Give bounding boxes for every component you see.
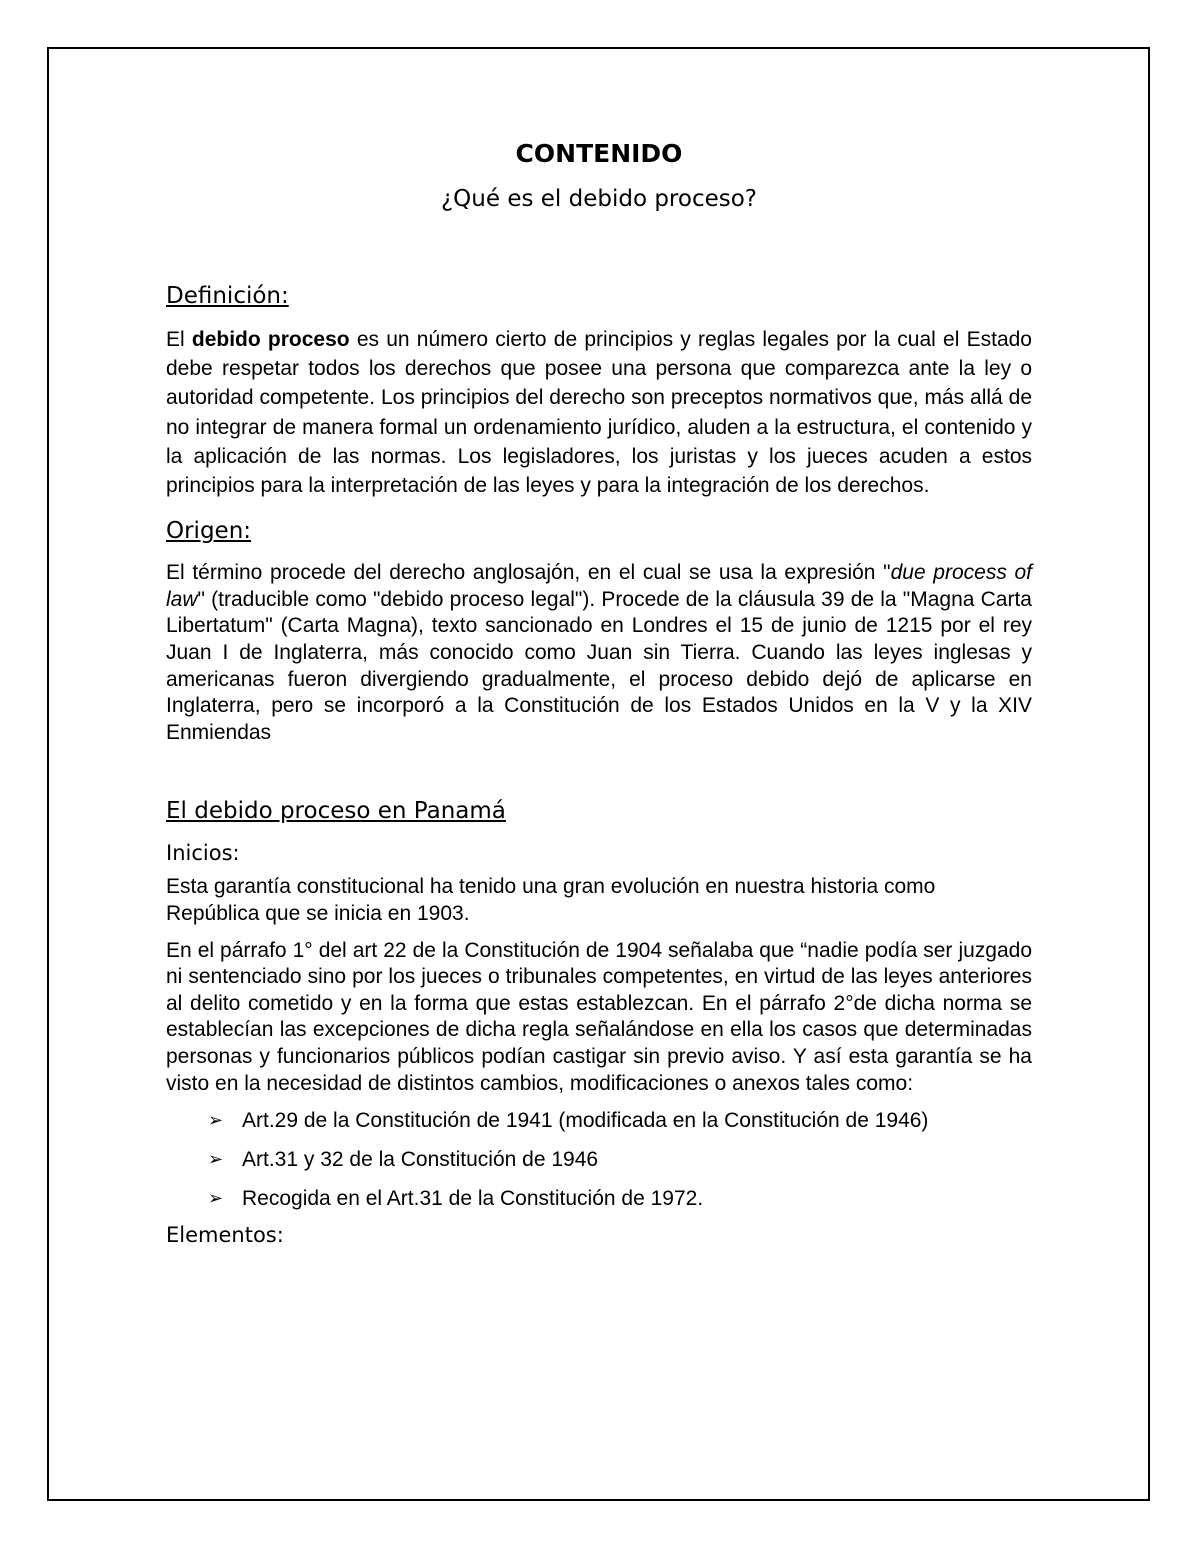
inicios-paragraph-1: Esta garantía constitucional ha tenido una gran evolución en nuestra historia como República que se inicia en 1903. xyxy=(166,875,936,925)
inicios-label-line xyxy=(166,838,1032,868)
elementos-colon: : xyxy=(276,1223,284,1248)
arrowhead-bullet-icon: ➢ xyxy=(208,1149,224,1170)
elementos-label-line xyxy=(166,1220,1032,1250)
definicion-intro: El xyxy=(166,328,192,351)
origen-text-before: El término procede del derecho anglosajón, en el cual se usa la expresión " xyxy=(166,561,891,585)
arrowhead-bullet-icon: ➢ xyxy=(208,1188,224,1209)
origen-italic-phrase: due process of law xyxy=(166,561,1032,611)
constitution-articles-list xyxy=(166,1101,1032,1218)
document-body xyxy=(166,137,1032,1250)
inicios-colon: : xyxy=(232,841,240,866)
list-item-text: Recogida en el Art.31 de la Constitución de 1972. xyxy=(242,1187,704,1211)
list-item xyxy=(208,1101,1032,1140)
list-item-text: Art.31 y 32 de la Constitución de 1946 xyxy=(242,1148,599,1172)
definicion-paragraph xyxy=(166,325,1032,500)
arrowhead-bullet-icon: ➢ xyxy=(208,1110,224,1131)
definicion-term: debido proceso xyxy=(191,328,350,351)
document-title: CONTENIDO xyxy=(515,139,683,168)
section-heading-origen: Origen: xyxy=(166,518,252,545)
document-subtitle: ¿Qué es el debido proceso? xyxy=(440,186,758,212)
inicios-paragraph-2: En el párrafo 1° del art 22 de la Constitución de 1904 señalaba que “nadie podía ser juzgado ni sentenciado sino por los jueces o tribunales competentes, en virtud de las leyes anteriores al delito cometido y en la forma que estas establezcan. En el párrafo 2°de dicha norma se establecían las excepciones de dicha regla señalándose en ella los casos que determinadas personas y funcionarios públicos podían castigar sin previo aviso. Y así esta garantía se ha visto en la necesidad de distintos cambios, modificaciones o anexos tales como: xyxy=(166,938,1032,1095)
origen-paragraph xyxy=(166,560,1032,746)
definicion-text: es un número cierto de principios y reglas legales por la cual el Estado debe respetar todos los derechos que posee una persona que comparezca ante la ley o autoridad competente. Los principios del derecho son preceptos normativos que, más allá de no integrar de manera formal un ordenamiento jurídico, aluden a la estructura, el contenido y la aplicación de las normas. Los legisladores, los juristas y los jueces acuden a estos principios para la interpretación de las leyes y para la integración de los derechos. xyxy=(166,328,1032,498)
list-item xyxy=(208,1179,1032,1218)
origen-text-after: " (traducible como "debido proceso legal"). Procede de la cláusula 39 de la "Magna Carta Libertatum" (Carta Magna), texto sancionado en Londres el 15 de junio de 1215 por el rey Juan I de Inglaterra, más conocido como Juan sin Tierra. Cuando las leyes inglesas y americanas fueron divergiendo gradualmente, el proceso debido dejó de aplicarse en Inglaterra, pero se incorporó a la Constitución de los Estados Unidos en la V y la XIV Enmiendas xyxy=(166,587,1032,744)
list-item xyxy=(208,1140,1032,1179)
inicios-label: Inicios xyxy=(166,841,233,866)
section-heading-panama: El debido proceso en Panamá xyxy=(166,798,506,825)
section-heading-definicion: Definición: xyxy=(166,283,289,309)
list-item-text: Art.29 de la Constitución de 1941 (modificada en la Constitución de 1946) xyxy=(242,1109,929,1133)
elementos-label: Elementos xyxy=(166,1223,277,1248)
